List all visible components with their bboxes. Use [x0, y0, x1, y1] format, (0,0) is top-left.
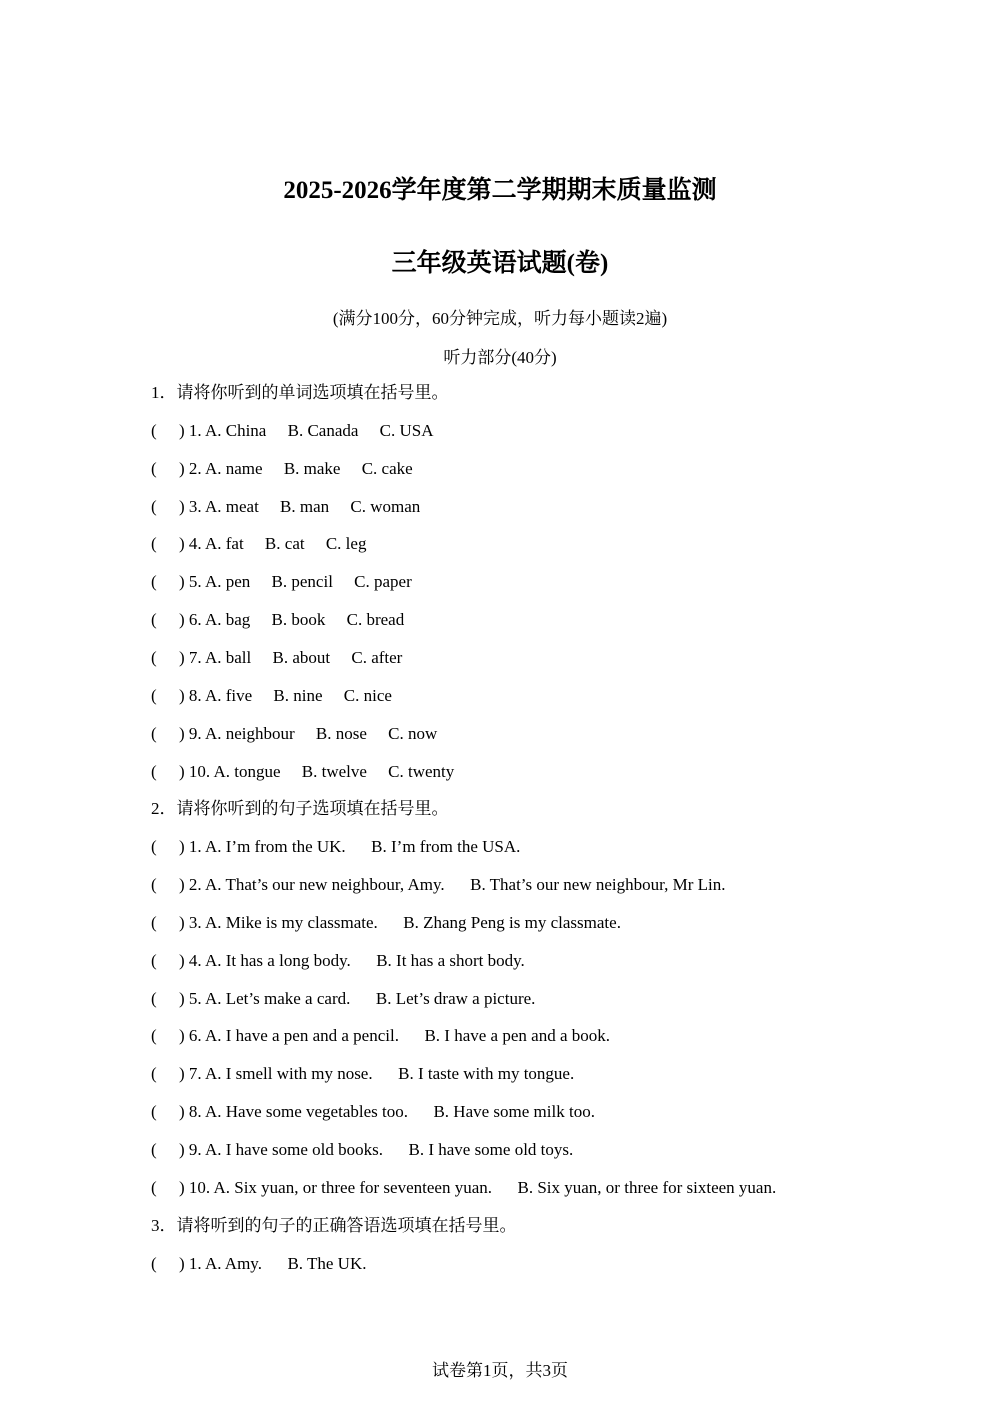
- question-text: ) 8. A. Have some vegetables too. B. Have some milk too.: [179, 1102, 595, 1121]
- section-heading-2: 2．请将你听到的句子选项填在括号里。: [151, 799, 449, 818]
- section-heading-1: 1．请将你听到的单词选项填在括号里。: [151, 383, 449, 402]
- answer-blank[interactable]: (: [151, 913, 157, 932]
- answer-blank[interactable]: (: [151, 1140, 157, 1159]
- question-text: ) 3. A. meat B. man C. woman: [179, 497, 421, 516]
- question-text: ) 10. A. tongue B. twelve C. twenty: [179, 762, 455, 781]
- question-row: [151, 835, 520, 859]
- question-row: [151, 911, 621, 935]
- listening-part-heading: 听力部分(40分): [443, 348, 557, 367]
- question-text: ) 3. A. Mike is my classmate. B. Zhang Peng is my classmate.: [179, 913, 621, 932]
- page-footer: 试卷第1页，共3页: [432, 1361, 568, 1380]
- question-text: ) 6. A. I have a pen and a pencil. B. I have a pen and a book.: [179, 1026, 610, 1045]
- answer-blank[interactable]: (: [151, 1064, 157, 1083]
- question-row: [151, 419, 434, 443]
- answer-blank[interactable]: (: [151, 421, 157, 440]
- exam-note: (满分100分，60分钟完成，听力每小题读2遍): [332, 309, 668, 328]
- question-row: [151, 760, 454, 784]
- page-subtitle: 三年级英语试题(卷): [391, 250, 609, 277]
- question-row: [151, 1062, 574, 1086]
- answer-blank[interactable]: (: [151, 459, 157, 478]
- answer-blank[interactable]: (: [151, 1102, 157, 1121]
- page-title: 2025-2026学年度第二学期期末质量监测: [283, 177, 717, 204]
- question-row: [151, 570, 412, 594]
- answer-blank[interactable]: (: [151, 610, 157, 629]
- question-row: [151, 1176, 776, 1200]
- question-text: ) 5. A. Let’s make a card. B. Let’s draw a picture.: [179, 989, 536, 1008]
- question-row: [151, 1024, 610, 1048]
- question-text: ) 9. A. neighbour B. nose C. now: [179, 724, 438, 743]
- question-text: ) 8. A. five B. nine C. nice: [179, 686, 392, 705]
- answer-blank[interactable]: (: [151, 534, 157, 553]
- question-text: ) 1. A. China B. Canada C. USA: [179, 421, 434, 440]
- answer-blank[interactable]: (: [151, 724, 157, 743]
- answer-blank[interactable]: (: [151, 762, 157, 781]
- question-text: ) 5. A. pen B. pencil C. paper: [179, 572, 412, 591]
- question-text: ) 10. A. Six yuan, or three for seventeen yuan. B. Six yuan, or three for sixteen yuan.: [179, 1178, 777, 1197]
- question-row: [151, 1252, 366, 1276]
- answer-blank[interactable]: (: [151, 572, 157, 591]
- question-row: [151, 608, 404, 632]
- question-row: [151, 1100, 595, 1124]
- answer-blank[interactable]: (: [151, 686, 157, 705]
- question-text: ) 7. A. I smell with my nose. B. I taste with my tongue.: [179, 1064, 575, 1083]
- answer-blank[interactable]: (: [151, 1254, 157, 1273]
- question-row: [151, 457, 413, 481]
- question-row: [151, 987, 535, 1011]
- question-row: [151, 495, 420, 519]
- question-text: ) 7. A. ball B. about C. after: [179, 648, 403, 667]
- answer-blank[interactable]: (: [151, 951, 157, 970]
- answer-blank[interactable]: (: [151, 497, 157, 516]
- answer-blank[interactable]: (: [151, 1178, 157, 1197]
- answer-blank[interactable]: (: [151, 837, 157, 856]
- answer-blank[interactable]: (: [151, 648, 157, 667]
- section-heading-3: 3．请将听到的句子的正确答语选项填在括号里。: [151, 1216, 517, 1235]
- question-text: ) 2. A. That’s our new neighbour, Amy. B. That’s our new neighbour, Mr Lin.: [179, 875, 726, 894]
- question-text: ) 1. A. I’m from the UK. B. I’m from the USA.: [179, 837, 521, 856]
- answer-blank[interactable]: (: [151, 1026, 157, 1045]
- answer-blank[interactable]: (: [151, 989, 157, 1008]
- question-text: ) 4. A. fat B. cat C. leg: [179, 534, 367, 553]
- question-text: ) 1. A. Amy. B. The UK.: [179, 1254, 367, 1273]
- question-text: ) 2. A. name B. make C. cake: [179, 459, 413, 478]
- question-row: [151, 646, 402, 670]
- question-row: [151, 1138, 573, 1162]
- question-text: ) 9. A. I have some old books. B. I have some old toys.: [179, 1140, 574, 1159]
- question-text: ) 4. A. It has a long body. B. It has a short body.: [179, 951, 525, 970]
- question-row: [151, 949, 525, 973]
- question-text: ) 6. A. bag B. book C. bread: [179, 610, 405, 629]
- question-row: [151, 722, 437, 746]
- question-row: [151, 684, 392, 708]
- answer-blank[interactable]: (: [151, 875, 157, 894]
- question-row: [151, 532, 366, 556]
- question-row: [151, 873, 726, 897]
